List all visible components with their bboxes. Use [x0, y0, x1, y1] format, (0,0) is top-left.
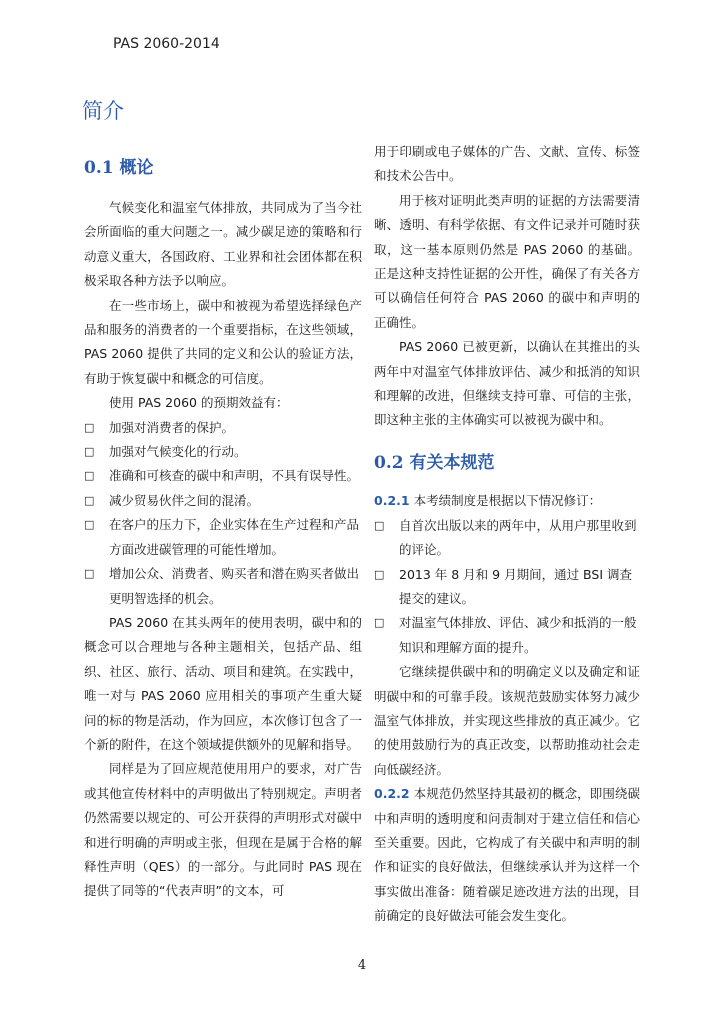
paragraph: 在一些市场上，碳中和被视为希望选择绿色产品和服务的消费者的一个重要指标，在这些领域， PAS 2060 提供了共同的定义和公认的验证方法，有助于恢复碳中和概念的可信度。: [84, 297, 362, 386]
section-title: 简介: [82, 99, 124, 123]
paragraph: PAS 2060 在其头两年的使用表明，碳中和的概念可以合理地与各种主题相关，包括产品、组织、社区、旅行、活动、项目和建筑。在实践中，唯一对与 PAS 2060 应用相关的事项产生重大疑问的标的物是活动，作为回应，本次修订包含了一个新的附件，在这个领域提供额外的见解和指导。: [84, 614, 362, 752]
list-item-text: 增加公众、消费者、购买者和潜在购买者做出更明智选择的机会。: [109, 566, 360, 606]
clause-text: 本规范仍然坚持其最初的概念，即围绕碳中和声明的透明度和问责制对于建立信任和信心至关重要。因此，它构成了有关碳中和声明的制作和证实的良好做法，但继续承认并为这样一个事实做出准备：随着碳足迹改进方法的出现，目前确定的良好做法可能会发生变化。: [374, 786, 640, 924]
paragraph: 用于核对证明此类声明的证据的方法需要清晰、透明、有科学依据、有文件记录并可随时获取，这一基本原则仍然是 PAS 2060 的基础。正是这种支持性证据的公开性，确保了有关各方可以确信任何符合 PAS 2060 的碳中和声明的正确性。: [374, 192, 640, 330]
list-item: [84, 489, 362, 513]
list-item-text: 自首次出版以来的两年中，从用户那里收到的评论。: [399, 517, 637, 558]
clause-0-2-2: [374, 782, 640, 928]
bullet-marker-icon: □: [84, 518, 95, 532]
list-item: [84, 513, 362, 562]
paragraph: 使用 PAS 2060 的预期效益有：: [109, 395, 289, 411]
list-item-text: 准确和可核查的碳中和声明，不具有误导性。: [109, 468, 360, 484]
page-number: 4: [357, 958, 367, 973]
list-item: [84, 416, 362, 440]
list-item: [84, 562, 362, 611]
list-item-text: 2013 年 8 月和 9 月期间，通过 BSI 调查提交的建议。: [399, 566, 633, 606]
document-code: PAS 2060-2014: [113, 36, 220, 52]
clause-number: 0.2.2: [374, 786, 410, 802]
bullet-marker-icon: □: [84, 493, 95, 507]
paragraph: 同样是为了回应规范使用用户的要求，对广告或其他宣传材料中的声明做出了特别规定。声明者仍然需要以规定的、可公开获得的声明形式对碳中和进行明确的声明或主张，但现在是属于合格的解释性声明（QES）的一部分。与此同时 PAS 现在提供了同等的“代表声明”的文本，可: [84, 761, 362, 899]
list-item: [374, 563, 640, 612]
right-column: [374, 140, 640, 929]
list-item-text: 减少贸易伙伴之间的混淆。: [109, 492, 260, 508]
paragraph: 气候变化和温室气体排放，共同成为了当今社会所面临的重大问题之一。减少碳足迹的策略和行动意义重大，各国政府、工业界和社会团体都在积极采取各种方法予以响应。: [84, 200, 362, 289]
paragraph: PAS 2060 已被更新，以确认在其推出的头两年中对温室气体排放评估、减少和抵消的知识和理解的改进，但继续支持可靠、可信的主张，即这种主张的主体确实可以被视为碳中和。: [374, 339, 640, 428]
bullet-marker-icon: □: [374, 518, 385, 532]
clause-0-2-1: [374, 489, 640, 513]
clause-number: 0.2.1: [374, 493, 410, 509]
list-item-text: 加强对气候变化的行动。: [109, 444, 247, 460]
heading-0-2: 0.2 有关本规范: [374, 452, 495, 473]
list-item: [84, 464, 362, 488]
clause-text: 本考绩制度是根据以下情况修订：: [413, 493, 602, 509]
bullet-marker-icon: □: [374, 616, 385, 630]
heading-0-1: 0.1 概论: [84, 158, 154, 178]
paragraph: 它继续提供碳中和的明确定义以及确定和证明碳中和的可靠手段。该规范鼓励实体努力减少温室气体排放，并实现这些排放的真正减少。它的使用鼓励行为的真正改变，以帮助推动社会走向低碳经济。: [374, 664, 640, 777]
list-item-text: 在客户的压力下，企业实体在生产过程和产品方面改进碳管理的可能性增加。: [109, 517, 360, 557]
bullet-marker-icon: □: [84, 445, 95, 459]
paragraph: 用于印刷或电子媒体的广告、文献、宣传、标签和技术公告中。: [374, 144, 640, 184]
list-item: [374, 514, 640, 563]
list-item: [374, 611, 640, 660]
bullet-marker-icon: □: [84, 567, 95, 581]
bullet-marker-icon: □: [84, 420, 95, 434]
list-item-text: 加强对消费者的保护。: [109, 419, 235, 435]
left-column: [84, 196, 362, 904]
list-item-text: 对温室气体排放、评估、减少和抵消的一般知识和理解方面的提升。: [399, 615, 637, 655]
bullet-marker-icon: □: [374, 567, 385, 581]
list-item: [84, 440, 362, 464]
bullet-marker-icon: □: [84, 469, 95, 483]
